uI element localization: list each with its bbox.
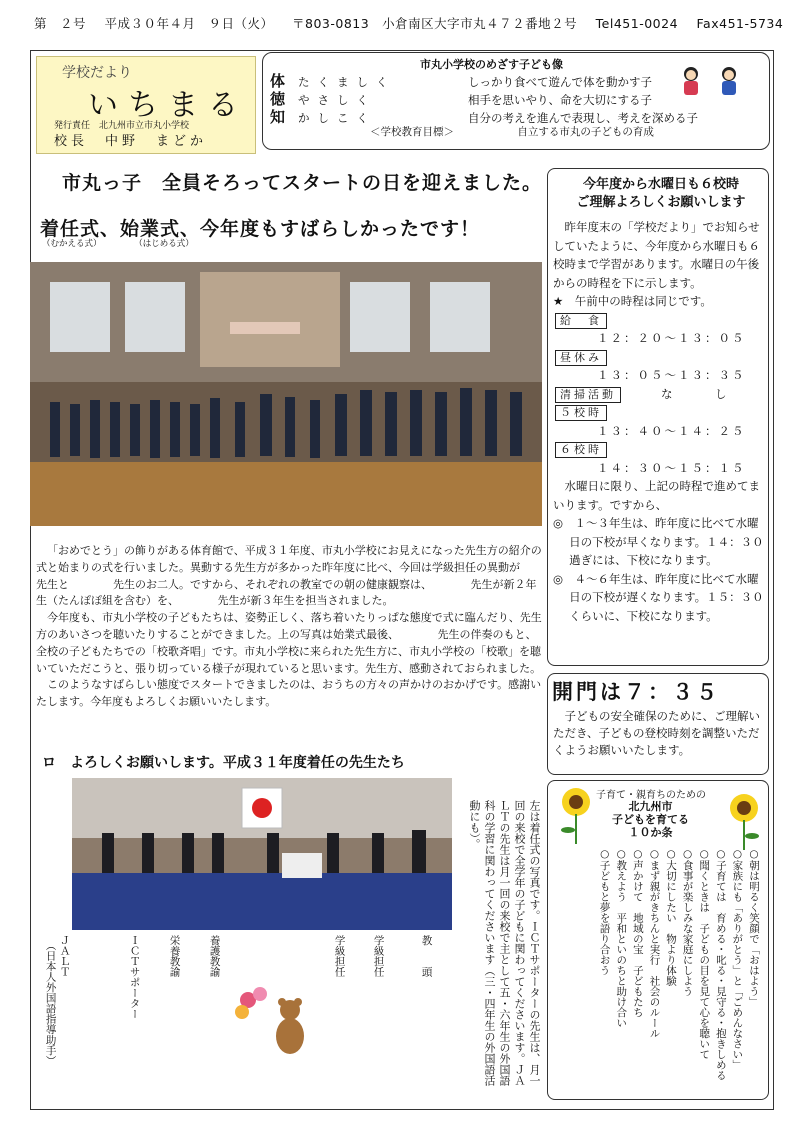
article-body <box>36 543 564 711</box>
motto-desc: しっかり食べて遊んで体を動かす子 <box>468 75 652 89</box>
schedule-time: １４：３０～１５：１５ <box>597 460 746 475</box>
schedule-note: ◎ １～３年生は、昨年度に比べて水曜日の下校が早くなります。１４：３０過ぎには、下校になります。 <box>553 516 764 567</box>
schedule-time: １２：２０～１３：０５ <box>597 331 746 345</box>
ruby-hajimeru: （はじめる式） <box>134 239 194 249</box>
schedule-note: ◎ ４～６年生は、昨年度に比べて水曜日の下校が遅くなります。１５：３０くらいに、下校になります。 <box>553 571 764 623</box>
school-tel: Tel451-0024 <box>595 16 679 31</box>
role-label: 栄養教諭 <box>168 935 181 977</box>
role-label: ＪＡＬＴ <box>58 935 71 977</box>
motto-desc: 相手を思いやり、命を大切にする子 <box>468 93 652 107</box>
motto-yomi: やさしく <box>298 93 376 107</box>
rules-title-line: １０か条 <box>628 826 673 839</box>
schedule-time: な し <box>661 386 729 401</box>
schedule-item <box>553 440 767 459</box>
schedule-intro: 昨年度末の「学校だより」でお知らせしていたように、今年度から水曜日も６校時まで学習があります。水曜日の午後からの時程を下に示します。 <box>553 220 760 290</box>
rule-item: ○聞くときは 子どもの目を見て心を聴いて <box>698 848 711 1060</box>
header-bar <box>34 14 784 32</box>
principal-name: 校長 中野 まどか <box>54 134 208 149</box>
publisher: 発行責任 北九州市立市丸小学校 <box>54 121 190 131</box>
role-label: 養護教諭 <box>208 935 221 977</box>
article-paragraph: 「おめでとう」の飾りがある体育館で、平成３１年度、市丸小学校にお見えになった先生方の紹介の式と始まりの式を行いました。異動する先生方が多かった昨年度に比べ、今回は学級担任の異動が 先生と 先生のお二人。ですから、それぞれの教室での朝の健康観察は、 先生が新２年生（たんぽぽ組を含む）を、 先生が新３年生を担当されました。 <box>36 544 564 608</box>
sub-headline: 着任式、始業式、今年度もすばらしかったです！ <box>40 218 481 240</box>
schedule-item <box>553 311 767 330</box>
rule-item: ○食事が楽しみな家庭にしよう <box>681 848 694 997</box>
ruby-notes <box>42 237 194 249</box>
morning-note: ★ 午前中の時程は同じです。 <box>553 294 712 308</box>
rule-item: ○朝は明るく笑顔で「おはよう」 <box>748 848 760 1007</box>
role-label: （日本人外国語指導助手） <box>44 940 57 1066</box>
schedule-time: １３：４０～１４：２５ <box>597 423 746 438</box>
sunflower-icon <box>556 786 596 846</box>
school-address: 〒803-0813 小倉南区大字市丸４７２番地２号 <box>292 16 578 31</box>
rules-title-line: 北九州市 <box>628 800 673 813</box>
ruby-mukaeru: （むかえる式） <box>42 239 102 249</box>
schedule-label: ６校時 <box>555 442 607 458</box>
motto-foot-right: 自立する市丸の子どもの育成 <box>517 126 654 138</box>
role-label: 教 頭 <box>420 935 433 977</box>
ceremony-photo <box>30 262 542 526</box>
rules-subtitle: 子育て・親育ちのための <box>596 790 706 801</box>
bouquet-bear-illustration <box>228 980 318 1070</box>
role-label: ＩＣＴサポーター <box>128 935 141 1019</box>
schedule-label: ５校時 <box>555 405 607 421</box>
schedule-label: 給 食 <box>555 313 607 329</box>
rule-item: ○大切にしたい 物より体験 <box>665 848 678 986</box>
role-label: 学級担任 <box>372 935 385 977</box>
article-paragraph: このようなすばらしい態度でスタートできましたのは、おうちの方々の声かけのおかげです。感謝いたします。今年度もよろしくお願いいたします。 <box>36 678 542 709</box>
schedule-label: 清掃活動 <box>555 387 621 403</box>
photo-caption: 左は着任式の写真です。ＩＣＴサポーターの先生は、月一回の来校で全学年の子どもに関わってくださいます。ＪＡＬＴの先生は月一回の来校で主として五・六年生の外国語科の学習に関わってくださいます（三・四年生の外国語活動にも）。 <box>468 800 541 1086</box>
motto-kanji: 体 <box>270 72 286 90</box>
role-label: 学級担任 <box>333 935 346 977</box>
rules-list <box>560 848 760 1094</box>
schedule-body <box>553 218 767 625</box>
issue-date: 平成３０年４月 ９日（火） <box>104 16 274 31</box>
article-paragraph: 今年度も、市丸小学校の子どもたちは、姿勢正しく、落ち着いたりっぱな態度で式に臨んだり、先生方のあいさつを聴いたりすることができました。上の写真は始業式最後、 先生の伴奏のもと、全校の子どもたちでの「校歌斉唱」です。市丸小学校に来られた先生方に、市丸小学校の「校歌」を聴いていただこうと、張り切っている様子が現れていると思います。先生方、感動されておられました。 <box>36 611 542 675</box>
new-teachers-heading: ロ よろしくお願いします。平成３１年度着任の先生たち <box>42 755 405 771</box>
motto-yomi: かしこく <box>298 111 376 125</box>
motto-desc: 自分の考えを進んで表現し、考えを深める子 <box>468 111 698 125</box>
rule-item: ○子どもと夢を語り合おう <box>598 848 611 976</box>
motto-footer <box>370 124 654 139</box>
new-teachers-photo <box>72 778 452 930</box>
schedule-item <box>553 385 767 404</box>
motto-kanji: 徳 <box>270 90 286 108</box>
logo-title: いちまる <box>88 88 248 123</box>
schedule-title: 今年度から水曜日も６校時 ご理解よろしくお願いします <box>576 177 746 210</box>
logo-subtitle: 学校だより <box>62 65 132 81</box>
gate-open-body: 子どもの安全確保のために、ご理解いただき、子どもの登校時刻を調整いただくようお願いいたします。 <box>553 709 760 757</box>
rule-item: ○教えよう 平和といのちと助け合い <box>615 848 628 1028</box>
rule-item: ○声かけて 地域の宝 子どもたち <box>631 848 644 1018</box>
gate-open-title: 開門は７：３５ <box>552 680 720 704</box>
motto-foot-left: ＜学校教育目標＞ <box>370 126 454 138</box>
schedule-time: １３：０５～１３：３５ <box>597 368 746 382</box>
main-headline: 市丸っ子 全員そろってスタートの日を迎えました。 <box>62 172 543 194</box>
motto-yomi: たくましく <box>298 75 396 89</box>
rules-title <box>612 800 689 839</box>
schedule-label: 昼休み <box>555 350 607 366</box>
boy-illustration <box>718 66 740 98</box>
rule-item: ○まず親がきちんと実行 社会のルール <box>648 848 661 1039</box>
rule-item: ○家族にも「ありがとう」と「ごめんなさい」 <box>731 848 744 1070</box>
schedule-item <box>553 348 767 367</box>
school-fax: Fax451-5734 <box>696 16 784 31</box>
sunflower-icon <box>724 792 764 852</box>
motto-kanji: 知 <box>270 108 286 126</box>
schedule-item <box>553 403 767 422</box>
rules-title-line: 子どもを育てる <box>612 813 689 826</box>
issue-number: 第 ２号 <box>34 16 87 31</box>
rule-item: ○子育ては 育める・叱る・見守る・抱きしめる <box>714 848 727 1081</box>
girl-illustration <box>680 66 702 98</box>
schedule-after: 水曜日に限り、上記の時程で進めてまいります。ですから、 <box>553 479 760 512</box>
motto-title: 市丸小学校のめざす子ども像 <box>420 58 563 71</box>
